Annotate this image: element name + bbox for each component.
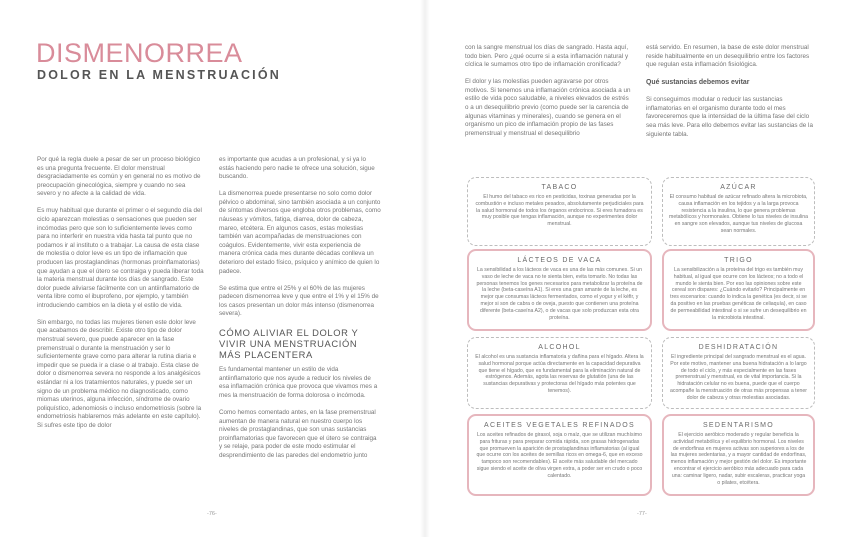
substance-box-alcohol xyxy=(467,337,652,409)
box-title: TABACO xyxy=(541,184,578,191)
paragraph: El dolor y las molestias pueden agravarse por otros motivos. Si tenemos una inflamación crónica asociada a un estilo de vida poco saludable, a niveles elevados de estrés o a un desequilibrio previo (como puede ser la carencia de algunas vitaminas y minerales), cuando se genera en el organismo un pico de inflamación propio de las fases premenstrual y menstrual el desequilibrio xyxy=(465,78,631,137)
left-column-2 xyxy=(219,156,381,469)
right-page xyxy=(425,0,850,537)
box-title: SEDENTARISMO xyxy=(702,422,775,429)
page-number-right: -77- xyxy=(637,511,647,517)
box-title: AZÚCAR xyxy=(720,184,757,191)
box-text: La sensibilización a la proteína del trigo es también muy habitual, al igual que ocurre con los lácteos; no a todo el mundo le sienta bien. Por eso las opiniones sobre este cereal son dispares: ¿Cuándo evitarlo? Principalmente en tres escenarios: cuando lo indica la genética (es decir, si se da positivo en las pruebas genéticas de celiaquía), en caso de permeabilidad intestinal o si se sufre un desequilibrio en la microbiota intestinal. xyxy=(670,267,807,321)
paragraph: Si conseguimos modular o reducir las sustancias inflamatorias en el organismo durante todo el mes favoreceremos que la intensidad de la última fase del ciclo sea más leve. Para ello debemos evitar las sustancias de la siguiente tabla. xyxy=(646,96,813,138)
paragraph: Como hemos comentado antes, en la fase premenstrual aumentan de manera natural en nuestro cuerpo los niveles de prostaglandinas, que son unas sustancias proinflamatorias que favorecen que el útero se contraiga y se relaje, para poder de este modo estimular el desprendimiento de las paredes del endometrio junto xyxy=(219,409,377,459)
paragraph: Por qué la regla duele a pesar de ser un proceso biológico es una pregunta frecuente. El dolor menstrual desgraciadamente es común y en general no es motivo de preocupación ginecológica, siempre y cuando no sea severo y no afecte a la calidad de vida. xyxy=(37,156,201,198)
right-column-1 xyxy=(465,44,632,147)
box-text: El consumo habitual de azúcar refinado altera la microbiota, causa inflamación en los tejidos y a la larga provoca resistencia a la insulina, lo que genera problemas metabólicos y hormonales. Obtiene lo tus niveles de insulina en sangre son elevados, aunque tus niveles de glucosa sean normales. xyxy=(669,194,808,234)
substance-box-sedentarismo xyxy=(662,414,815,496)
section-heading: CÓMO ALIVIAR EL DOLOR Y VIVIR UNA MENSTRUACIÓN MÁS PLACENTERA xyxy=(219,327,359,361)
substance-box-aceites xyxy=(467,414,652,496)
paragraph: es importante que acudas a un profesional, y si ya lo estás haciendo pero nadie te ofrece una solución, sigue buscando. xyxy=(219,156,375,181)
box-text: El humo del tabaco es rico en pesticidas, toxinas generadas por la combustión e incluso metales pesados, absolutamente perjudiciales para la salud hormonal de todos los órganos endocrinos. Si eres fumadora es muy posible que tengas inflamación, aunque no experimentes dolor menstrual. xyxy=(475,194,644,228)
box-title: TRIGO xyxy=(724,257,753,264)
section-heading: Qué sustancias debemos evitar xyxy=(646,79,750,87)
box-title: LÁCTEOS DE VACA xyxy=(517,257,602,264)
paragraph: con la sangre menstrual los días de sangrado. Hasta aquí, todo bien. Pero ¿qué ocurre si a esta inflamación natural y cíclica le sumamos otro tipo de inflamación cronificada? xyxy=(465,44,629,69)
box-title: ACEITES VEGETALES REFINADOS xyxy=(484,422,635,429)
right-column-2 xyxy=(646,44,813,148)
page-number-left: -76- xyxy=(207,511,217,517)
box-text: El ejercicio aeróbico moderado y regular beneficia la actividad metabólica y el equilibrio hormonal. Los niveles de endorfinas en mujeres activas son superiores a los de las mujeres sedentarias, y a mayor cantidad de endorfinas, menos inflamación y mejor gestión del dolor. Es importante encontrar el ejercicio aeróbico más adecuado para cada una: caminar ligero, nadar, subir escaleras, practicar yoga o pilates, etcétera. xyxy=(670,432,807,486)
substance-box-deshidratacion xyxy=(662,337,815,409)
left-column-1 xyxy=(37,156,205,439)
substance-box-tabaco xyxy=(467,177,652,246)
paragraph: Es fundamental mantener un estilo de vida antiinflamatorio que nos ayude a reducir los niveles de esa inflamación crónica que provoca que vivamos mes a mes la menstruación de forma dolorosa o incómoda. xyxy=(219,366,378,400)
paragraph: Es muy habitual que durante el primer o el segundo día del ciclo aparezcan molestias o sensaciones que pueden ser incómodas pero que son lo suficientemente leves como para no interferir en nuestra vida hasta tal punto que no podamos ir al instituto o a trabajar. La causa de esta clase de molestia o dolor leve es un tipo de inflamación que producen las prostaglandinas (hormonas proinflamatorias) que ayudan a que el útero se contraiga y pueda liberar toda la materia menstrual durante los días de sangrado. Este dolor puede aliviarse fácilmente con un antiinflamatorio de venta libre como el ibuprofeno, por ejemplo, y también introduciendo cambios en la dieta y el estilo de vida. xyxy=(37,207,204,309)
box-title: DESHIDRATACIÓN xyxy=(698,344,779,351)
paragraph: La dismenorrea puede presentarse no solo como dolor pélvico o abdominal, sino también asociada a un conjunto de síntomas diversos que engloba otros problemas, como náuseas y vómitos, fatiga, diarrea, dolor de cabeza, mareo, etcétera. En algunos casos, estas molestias también van acompañadas de menstruaciones con coágulos. Evidentemente, vivir esta experiencia de manera crónica cada mes durante décadas conlleva un deterioro del estado físico, psíquico y anímico de quien lo padece. xyxy=(219,190,381,275)
chapter-title: DISMENORREA xyxy=(36,38,243,68)
box-text: Los aceites refinados de girasol, soja o maíz, que se utilizan muchísimo para frituras y para preparar comida rápida, son grasas hidrogenadas que promueven la aparición de prostaglandinas inflamatorias (al igual que ocurre con los aceites de semillas ricos en omega-6, que en exceso tampoco son recomendables). El aceite más saludable del mercado sigue siendo el aceite de oliva virgen extra, a poder ser en crudo o poco calentado. xyxy=(476,432,643,479)
box-text: El alcohol es una sustancia inflamatoria y dañina para el hígado. Altera la salud hormonal porque actúa directamente en la capacidad depurativa que tiene el hígado, que es fundamental para la eliminación natural de estrógenos. Además, agota las reservas de glutatión (una de las sustancias depurativas y protectoras del hígado más potentes que tenemos). xyxy=(475,354,644,394)
box-title: ALCOHOL xyxy=(538,344,581,351)
substance-box-azucar xyxy=(662,177,815,246)
paragraph: Se estima que entre el 25% y el 60% de las mujeres padecen dismenorrea leve y que entre el 1% y el 15% de los casos presentan un dolor más intenso (dismenorrea severa). xyxy=(219,284,379,318)
box-text: La sensibilidad a los lácteos de vaca es una de las más comunes. Si un vaso de leche de vaca no te sienta bien, evita tomarlo. No todas las personas tenemos los genes necesarios para metabolizar la proteína de la leche (beta-caseína A1). Si eres una gran amante de la leche, es mejor que consumas lácteos fermentados, como el yogur y el kéfir, y mejor si son de cabra o de oveja, puesto que contienen una proteína diferente (beta-caseína A2), o de vacas que solo produzcan esta otra proteína. xyxy=(476,267,643,321)
chapter-subtitle: DOLOR EN LA MENSTRUACIÓN xyxy=(37,68,281,82)
book-gutter xyxy=(420,0,430,537)
paragraph: está servido. En resumen, la base de este dolor menstrual reside habitualmente en un desequilibrio entre los factores que regulan esta inflamación fisiológica. xyxy=(646,44,810,69)
substance-box-trigo xyxy=(662,249,815,331)
substance-box-lacteos xyxy=(467,249,652,331)
paragraph: Sin embargo, no todas las mujeres tienen este dolor leve que acabamos de describir. Existe otro tipo de dolor menstrual severo, que puede aparecer en la fase premenstrual o durante la menstruación y ser lo suficientemente grave como para alterar la rutina diaria e impedir que se pueda ir a clase o al trabajo. Esta clase de dolor o dismenorrea severa no responde a los analgésicos estándar ni a los tratamientos naturales, y puede ser un signo de un problema médico no diagnosticado, como miomas uterinos, alguna infección, síndrome de ovario poliquístico, adenomiosis o incluso endometriosis (sobre la endometriosis hablaremos más adelante en este capítulo). Si sufres este tipo de dolor xyxy=(37,318,202,429)
box-text: El ingrediente principal del sangrado menstrual es el agua. Por este motivo, mantener una buena hidratación a lo largo de todo el ciclo, y más especialmente en las fases premenstrual y menstrual, es de vital importancia. Si la hidratación celular no es buena, puede que el cuerpo acompañe la menstruación de otras más propensas a tener dolor de cabeza y otras molestias asociadas. xyxy=(670,354,807,401)
